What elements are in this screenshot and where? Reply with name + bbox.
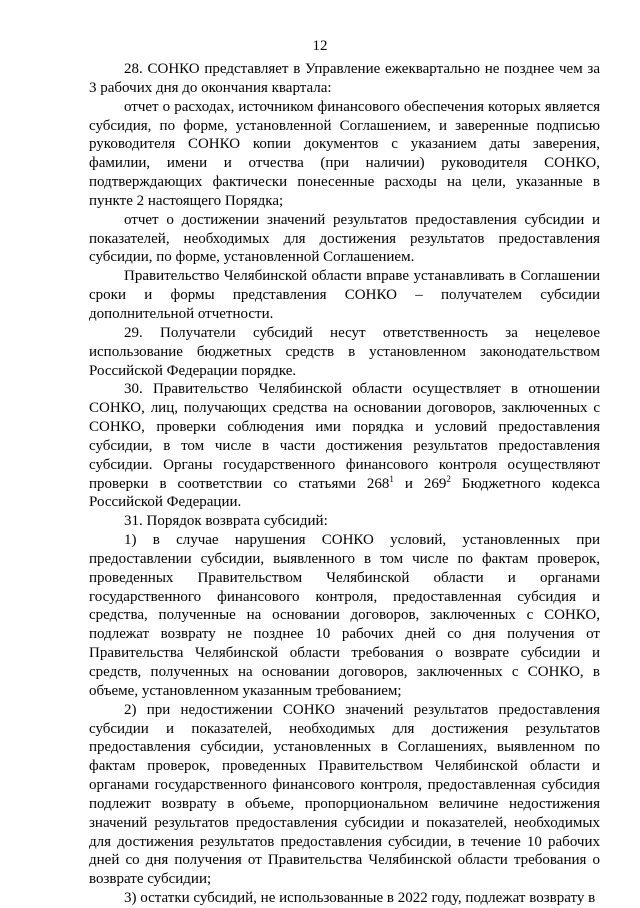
paragraph-30-text-end: Бюджетного кодекса Российской Федерации. <box>89 475 601 511</box>
paragraph-28-additional-reporting: Правительство Челябинской области вправе устанавливать в Соглашении сроки и формы представления СОНКО – получателем субсидии дополнительной отчетности. <box>89 268 600 322</box>
document-body <box>89 60 600 908</box>
paragraph-31-item-1: 1) в случае нарушения СОНКО условий, установленных при предоставлении субсидии, выявленного в том числе по фактам проверок, проведенных Правительством Челябинской области и органами государственного финансового контроля, предоставленная субсидия и средства, полученные на основании договоров, заключенных с СОНКО, подлежат возврату не позднее 10 рабочих дней со дня получения от Правительства Челябинской области требования о возврате субсидии и средств, полученных на основании договоров, заключенных с СОНКО, в объеме, установленном указанным требованием; <box>89 532 600 699</box>
paragraph-31-item-2: 2) при недостижении СОНКО значений результатов предоставления субсидии и показателей, необходимых для достижения результатов предоставления субсидии, установленных в Соглашениях, выявленном по фактам проверок, проведенных Правительством Челябинской области и органами государственного финансового контроля, предоставленная субсидия подлежит возврату в объеме, пропорциональном величине недостижения значений результатов предоставления субсидии и показателей, необходимых для достижения результатов предоставления субсидии, в течение 10 рабочих дней со дня получения от Правительства Челябинской области требования о возврате субсидии; <box>89 701 600 888</box>
paragraph-31: 31. Порядок возврата субсидий: <box>124 513 328 530</box>
paragraph-28-expense-report: отчет о расходах, источником финансового обеспечения которых является субсидия, по форме, установленной Соглашением, и заверенные подписью руководителя СОНКО копии документов с указанием даты заверения, фамилии, имени и отчества (при наличии) руководителя СОНКО, подтверждающих фактически понесенные расходы на цели, указанные в пункте 2 настоящего Порядка; <box>89 98 600 209</box>
paragraph-30 <box>89 380 600 512</box>
paragraph-30-text-middle: и 269 <box>393 475 447 492</box>
paragraph-28-results-report: отчет о достижении значений результатов предоставления субсидии и показателей, необходимых для достижения результатов предоставления субсидии, по форме, установленной Соглашением. <box>89 211 600 266</box>
page-number: 12 <box>312 38 328 54</box>
paragraph-30-text-start: 30. Правительство Челябинской области осуществляет в отношении СОНКО, лиц, получающих средства на основании договоров, заключенных с СОНКО, проверки соблюдения ими порядка и условий предоставления субсидии, в том числе в части достижения результатов предоставления субсидии. Органы государственного финансового контроля осуществляют проверки в соответствии со статьями 268 <box>89 381 600 492</box>
paragraph-31-item-3: 3) остатки субсидий, не использованные в 2022 году, подлежат возврату в <box>124 890 596 907</box>
paragraph-28: 28. СОНКО представляет в Управление ежеквартально не позднее чем за 3 рабочих дня до окончания квартала: <box>89 61 600 96</box>
paragraph-29: 29. Получатели субсидий несут ответственность за нецелевое использование бюджетных средств в установленном законодательством Российской Федерации порядке. <box>89 324 600 379</box>
article-269-superscript: 2 <box>446 473 451 484</box>
article-268-superscript: 1 <box>389 473 394 484</box>
